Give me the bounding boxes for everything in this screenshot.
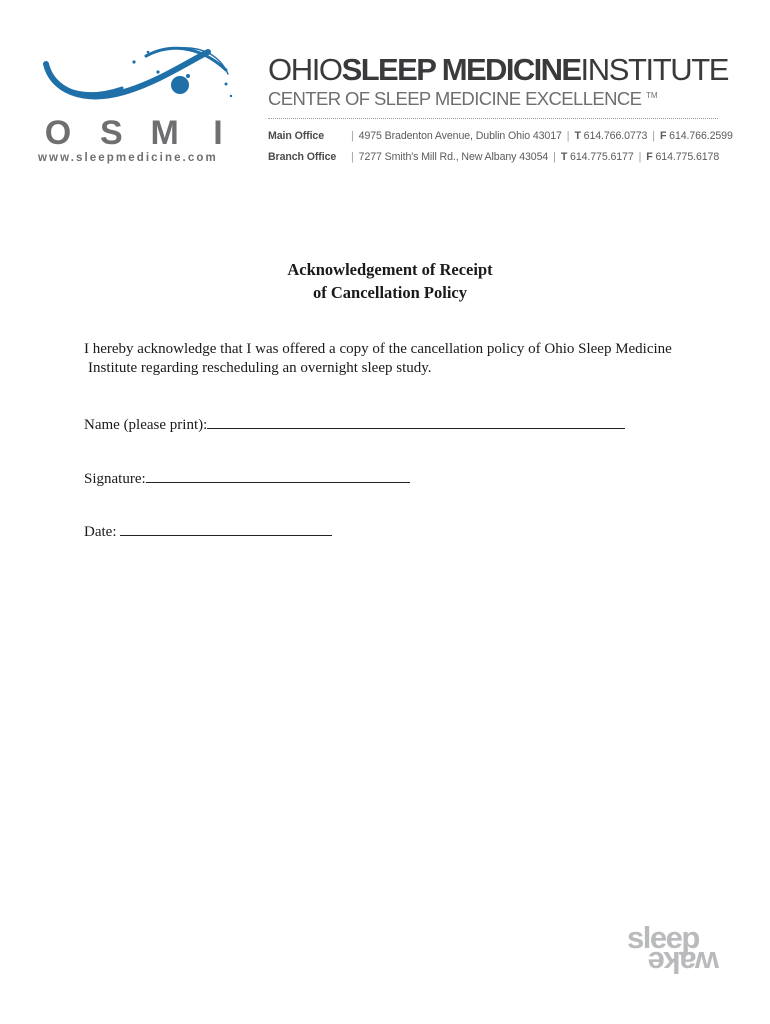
branch-office-address: 7277 Smith's Mill Rd., New Albany 43054: [358, 151, 549, 163]
institute-tagline: [268, 90, 658, 109]
signature-field: [84, 468, 410, 488]
trademark: TM: [645, 90, 658, 100]
branch-office-phone: 614.775.6177: [570, 151, 634, 163]
osmi-logo: [38, 42, 238, 172]
name-field: [84, 414, 625, 434]
title-part-institute: INSTITUTE: [580, 52, 729, 87]
header-divider: [268, 118, 718, 119]
wake-word: wake: [649, 945, 719, 980]
title-part-ohio: OHIO: [268, 52, 342, 87]
main-fax-key: F: [659, 130, 667, 142]
name-label: Name (please print):: [84, 417, 208, 433]
body-line-2: Institute regarding rescheduling an overnight sleep study.: [88, 360, 432, 376]
name-line[interactable]: [207, 414, 625, 429]
main-office-phone: 614.766.0773: [583, 130, 648, 142]
tagline-text: CENTER OF SLEEP MEDICINE EXCELLENCE: [268, 88, 642, 109]
main-office-address: 4975 Bradenton Avenue, Dublin Ohio 43017: [358, 130, 562, 142]
main-office-fax: 614.766.2599: [669, 130, 733, 142]
date-line[interactable]: [120, 521, 332, 536]
eye-logo-icon: [38, 42, 238, 122]
osmi-letters: [38, 114, 238, 153]
branch-office-line: Branch Office | 7277 Smith's Mill Rd., New Albany 43054 | T 614.775.6177 | F 614.775.6178: [268, 151, 720, 163]
logo-letter-i: I: [213, 114, 223, 152]
date-field: [84, 521, 332, 541]
body-line-1: I hereby acknowledge that I was offered a copy of the cancellation policy of Ohio Sleep Medicine: [84, 341, 672, 357]
main-office-label: Main Office: [268, 130, 324, 142]
title-line-1: Acknowledgement of Receipt: [287, 260, 493, 279]
title-line-2: of Cancellation Policy: [313, 283, 467, 302]
logo-letter-o: O: [44, 114, 72, 152]
acknowledgement-paragraph: [84, 340, 704, 378]
branch-office-label: Branch Office: [268, 151, 337, 163]
sleep-word: sleep: [627, 920, 699, 955]
sleep-wake-icon: [625, 920, 725, 982]
document-title: [0, 258, 770, 304]
branch-office-fax: 614.775.6178: [655, 151, 720, 163]
logo-letter-m: M: [150, 114, 179, 152]
website-url: www.sleepmedicine.com: [38, 152, 218, 164]
logo-letter-s: S: [99, 114, 123, 152]
date-label: Date:: [84, 524, 121, 540]
branch-fax-key: F: [646, 151, 653, 163]
signature-label: Signature:: [84, 471, 146, 487]
institute-name: [268, 54, 728, 85]
main-phone-key: T: [574, 130, 581, 142]
title-part-bold: SLEEP MEDICINE: [341, 52, 581, 87]
main-office-line: Main Office | 4975 Bradenton Avenue, Dublin Ohio 43017 | T 614.766.0773 | F 614.766.2599: [268, 130, 733, 142]
branch-phone-key: T: [560, 151, 568, 163]
signature-line[interactable]: [146, 468, 410, 483]
sleep-wake-logo: [625, 920, 725, 987]
